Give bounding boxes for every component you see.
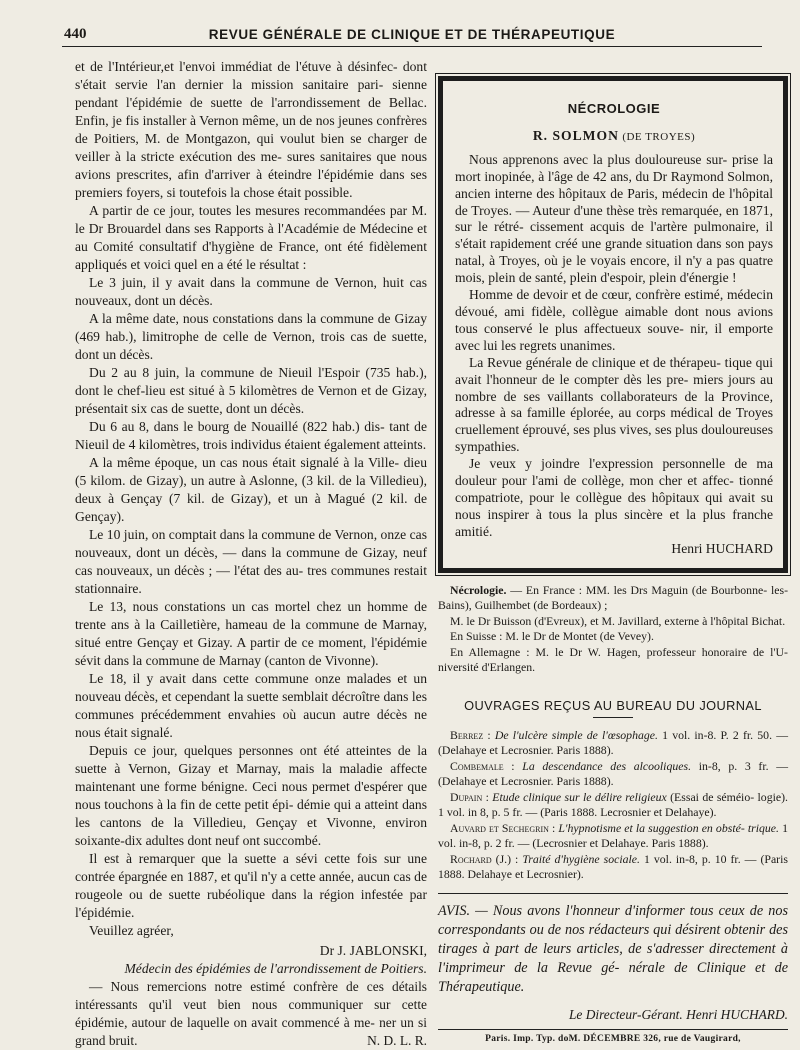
paragraph: Le 10 juin, on comptait dans la commune de Vernon, onze cas nouveaux, dont un décès, — dans la commune de Gizay, neuf cas nouveaux, un décès ; — l'état des au- tres communes restait stationnaire. [75,527,427,596]
running-title: REVUE GÉNÉRALE DE CLINIQUE ET DE THÉRAPEUTIQUE [208,27,616,42]
ouvrage-author: Rochard (J.) : [450,851,519,866]
necro-note-text: En Allemagne : M. le Dr W. Hagen, professeur honoraire de l'U- niversité d'Erlangen. [438,644,788,675]
necro-paragraph: Nous apprenons avec la plus douloureuse sur- prise la mort inopinée, à l'âge de 42 ans, du Dr Raymond Solmon, ancien interne des hôpitaux de Paris, médecin de l'hôpital de Troyes. — Auteur d'une thèse très remarquée, en 1871, sur le rétré- cissement acquis de l'artère pulmonaire, il s'était rapidement créé une grande situation dans son pays natal, à Troyes, où je le voyais encore, il n'y a pas quatre mois, plein de santé, plein d'espoir, plein d'énergie ! [455,151,773,286]
paragraph: Le 3 juin, il y avait dans la commune de Vernon, huit cas nouveaux, dont un décès. [75,275,427,308]
ouvrage-details: 1 vol. in-8, p. 2 fr. — (Lecrosnier et Delahaye. Paris 1888). [438,820,788,851]
necro-note-text: M. le Dr Buisson (d'Evreux), et M. Javillard, externe à l'hôpital Bichat. [450,613,786,628]
editor-note-text: — Nous remercions notre estimé confrère de ces détails intéressants qu'il veut bien nous communiquer sur cette épidémie, autour de laquelle on avait commencé à me- ner un si grand bruit. [75,979,427,1048]
ouvrage-details: (Essai de séméio- logie). 1 vol. in 8, p. 5 fr. — (Paris 1888. Lecrosnier et Delahaye). [438,789,788,820]
page-header [62,24,762,47]
ouvrage-details: in-8, p. 3 fr. — (Delahaye et Lecrosnier. Paris 1888). [438,758,789,789]
paragraph: A la même date, nous constations dans la commune de Gizay (469 hab.), limitrophe de celle de Vernon, trois cas de suette, dont un décès. [75,311,427,362]
necrologie-box [438,76,788,573]
paragraph: Il est à remarquer que la suette a sévi cette fois sur une contrée épargnée en 1887, et qu'il n'y a cette année, aucun cas de rougeole ou de suette rubéolique dans la région infestée par l'épidémie. [75,851,427,920]
left-column [75,58,427,1050]
necro-paragraph: La Revue générale de clinique et de thérapeu- tique qui avait l'honneur de le compter dès les pre- miers jours au nombre de ses vaillants collaborateurs de la Province, adresse à sa famille éplorée, au corps médical de Troyes cruellement éprouvé, ses plus vives, ses plus douloureuses sympathies. [455,354,773,455]
ouvrage-title: L'hypnotisme et la suggestion en obsté- trique. [558,820,779,835]
ouvrage-item [438,821,788,852]
ouvrage-title: De l'ulcère simple de l'œsophage. [494,727,658,742]
ouvrage-details: 1 vol. in-8, p. 10 fr. — (Paris 1888. Delahaye et Lecrosnier). [438,851,788,882]
deceased-name [455,128,773,146]
paragraph: Depuis ce jour, quelques personnes ont été atteintes de la suette à Vernon, Gizay et Marnay, mais la maladie affecte maintenant une forme bénigne. Ceci nous permet d'espérer que nous touchons à la fin de cette petit épi- démie qui a atteint dans les cantons de la Villedieu, Gençay et Vivonne, environ soixante-dix adultes dont neuf ont succombé. [75,743,427,848]
paragraph: A partir de ce jour, toutes les mesures recommandées par M. le Dr Brouardel dans ses Rapports à l'Académie de Médecine et au Comité consultatif d'hygiène de France, ont été fidèlement appliqués et voici quel en a été le résultat : [75,203,427,272]
ouvrages-heading: OUVRAGES REÇUS AU BUREAU DU JOURNAL [464,697,762,713]
paragraph: Le 18, il y avait dans cette commune onze malades et un nouveau décès, et cependant la suette semblait décroître dans les communes précédemment envahies où aucun autre décès ne nous était signalé. [75,671,427,740]
heading-rule [593,717,633,718]
paragraph: Le 13, nous constations un cas mortel chez un homme de trente ans à la Cailletière, hameau de la commune de Marnay, situé entre Gençay et Gizay. A partir de ce moment, l'épidémie sévit dans la commune de Marnay (canton de Vivonne). [75,599,427,668]
necro-note-text: En Suisse : M. le Dr de Montet (de Vevey). [450,629,654,644]
necro-note-text: — En France : MM. les Drs Maguin (de Bourbonne- les-Bains), Guilhembet (de Bordeaux) ; [438,582,789,613]
paragraph: Du 6 au 8, dans le bourg de Nouaillé (822 hab.) dis- tant de Nieuil de 4 kilomètres, trois individus étaient également atteints. [75,419,427,452]
ouvrage-author: Dupain : [450,789,489,804]
paragraph: Du 2 au 8 juin, la commune de Nieuil l'Espoir (735 hab.), dont le chef-lieu est situé à 5 kilomètres de Vernon et de Gizay, présentait six cas de suette, dont un décès. [75,365,427,416]
necro-note-lead: Nécrologie. [450,582,507,597]
right-column [438,76,788,1044]
ouvrage-item [438,728,788,759]
necrologie-heading: NÉCROLOGIE [567,101,661,116]
necro-paragraph: Homme de devoir et de cœur, confrère estimé, médecin dévoué, ami fidèle, collègue aimable dont nous avions tous conservé le plus affectueux souve- nir, il emporte avec lui les regrets unanimes. [455,287,773,353]
ouvrages-list [438,728,788,883]
necro-note [438,614,788,630]
paragraph: et de l'Intérieur,et l'envoi immédiat de l'étuve à désinfec- dont s'était servie l'an dernier la mission sanitaire pari- sienne pendant l'épidémie de suette de l'arrondissement de Bellac. Enfin, je fis installer à Vernon même, un de nos jeunes confrères de Poitiers, M. de Montgazon, qui voulut bien se charger de veiller à la stricte exécution des me- sures sanitaires que nous avions prescrites, afin d'arriver à éteindre l'épidémie dans ses premiers foyers, si toutefois la chose était possible. [75,59,427,200]
ouvrage-title: La descendance des alcooliques. [522,758,692,773]
deceased-origin: (DE TROYES) [622,130,696,143]
ouvrage-item [438,790,788,821]
necro-note [438,645,788,676]
signature-name: Dr J. JABLONSKI, [319,943,427,958]
page-number: 440 [64,26,87,42]
ouvrage-item [438,759,788,790]
ouvrage-author: Berrez : [450,727,491,742]
signature-title: Médecin des épidémies de l'arrondissement de Poitiers. [124,961,427,976]
printer-line: Paris. Imp. Typ. doM. DÉCEMBRE 326, rue de Vaugirard, [485,1033,741,1044]
avis-signature: Le Directeur-Gérant. Henri HUCHARD. [438,1003,788,1030]
ouvrage-title: Etude clinique sur le délire religieux [492,789,667,804]
ouvrage-item [438,852,788,883]
necro-note [438,629,788,645]
ouvrage-title: Traité d'hygiène sociale. [522,851,640,866]
necro-signature: Henri HUCHARD [671,540,773,556]
ouvrage-author: Auvard et Sechegrin : [450,820,556,835]
necro-note [438,583,788,614]
closing-salutation: Veuillez agréer, [89,923,174,938]
ouvrage-author: Combemale : [450,758,515,773]
editor-note-signature: N. D. L. R. [367,1033,427,1048]
necrologie-notes [438,583,788,676]
necro-paragraph: Je veux y joindre l'expression personnelle de ma douleur pour l'ami de collège, mon cher et affec- tionné compatriote, pour le collègue des hôpitaux qui avait su nous inspirer à tous la plus sincère et la plus franche amitié. [455,456,773,539]
ouvrage-details: 1 vol. in-8. P. 2 fr. 50. — (Delahaye et Lecrosnier. Paris 1888). [438,727,788,758]
paragraph: A la même époque, un cas nous était signalé à la Ville- dieu (5 kilom. de Gizay), un autre à Aslonne, (3 kil. de la Villedieu), deux à Gençay (7 kil. de Gizay), et un à Magué (2 kil. de Gençay). [75,455,427,524]
avis-notice: AVIS. — Nous avons l'honneur d'informer tous ceux de nos correspondants ou de nos rédacteurs qui désirent obtenir des tirages à part de leurs articles, de s'adresser directement à l'imprimeur de la Revue gé- nérale de Clinique et de Thérapeutique. [438,893,788,997]
deceased-name-text: R. SOLMON [532,127,619,143]
editor-note [75,978,427,1050]
